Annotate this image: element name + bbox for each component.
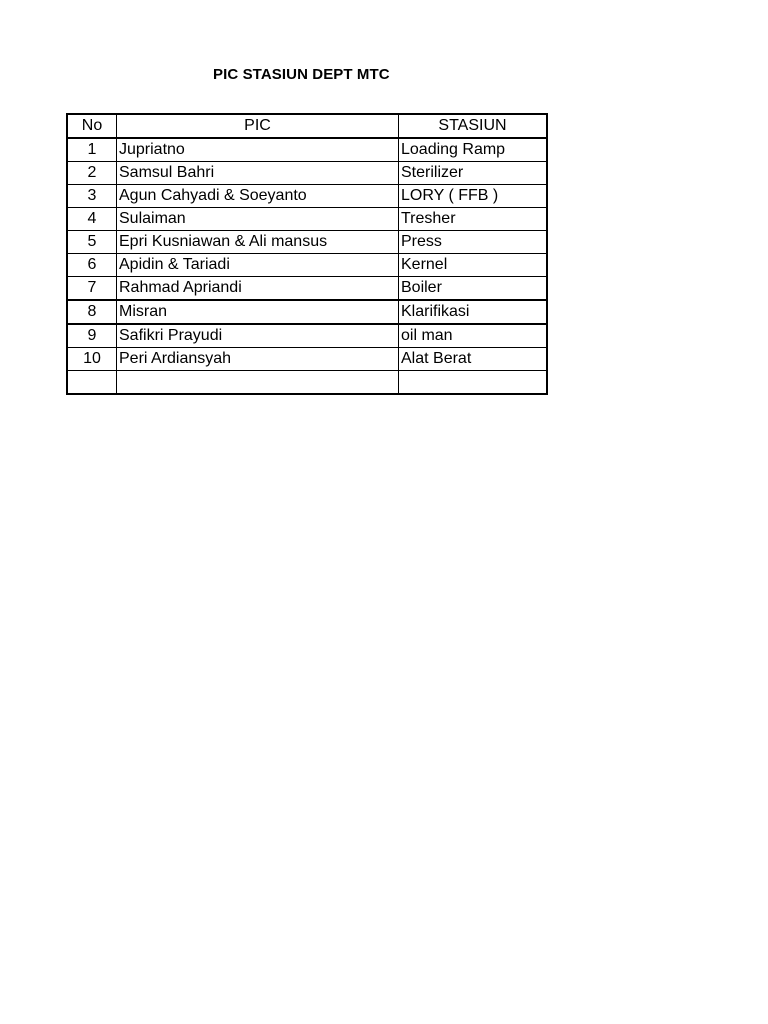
table-header-row xyxy=(67,114,547,138)
table-row xyxy=(67,300,547,324)
cell-pic: Epri Kusniawan & Ali mansus xyxy=(117,231,399,254)
cell-no: 4 xyxy=(67,208,117,231)
table-row xyxy=(67,277,547,301)
cell-stasiun xyxy=(399,371,548,395)
table-row xyxy=(67,138,547,162)
cell-pic: Jupriatno xyxy=(117,138,399,162)
cell-stasiun: Alat Berat xyxy=(399,348,548,371)
header-no: No xyxy=(67,114,117,138)
cell-no: 2 xyxy=(67,162,117,185)
table-row xyxy=(67,162,547,185)
page-title: PIC STASIUN DEPT MTC xyxy=(213,66,390,83)
cell-no: 7 xyxy=(67,277,117,301)
pic-station-table xyxy=(66,113,548,395)
cell-stasiun: Boiler xyxy=(399,277,548,301)
table-row xyxy=(67,254,547,277)
cell-no: 8 xyxy=(67,300,117,324)
table-row xyxy=(67,231,547,254)
cell-stasiun: Press xyxy=(399,231,548,254)
cell-pic: Misran xyxy=(117,300,399,324)
cell-stasiun: Loading Ramp xyxy=(399,138,548,162)
cell-stasiun: Sterilizer xyxy=(399,162,548,185)
cell-pic: Agun Cahyadi & Soeyanto xyxy=(117,185,399,208)
cell-no: 6 xyxy=(67,254,117,277)
cell-no: 5 xyxy=(67,231,117,254)
cell-no xyxy=(67,371,117,395)
header-pic: PIC xyxy=(117,114,399,138)
cell-pic xyxy=(117,371,399,395)
table-row xyxy=(67,324,547,348)
table-row-empty xyxy=(67,371,547,395)
header-stasiun: STASIUN xyxy=(399,114,548,138)
cell-pic: Samsul Bahri xyxy=(117,162,399,185)
table-row xyxy=(67,348,547,371)
cell-stasiun: LORY ( FFB ) xyxy=(399,185,548,208)
cell-pic: Safikri Prayudi xyxy=(117,324,399,348)
cell-no: 1 xyxy=(67,138,117,162)
cell-no: 3 xyxy=(67,185,117,208)
cell-pic: Rahmad Apriandi xyxy=(117,277,399,301)
cell-pic: Peri Ardiansyah xyxy=(117,348,399,371)
cell-pic: Apidin & Tariadi xyxy=(117,254,399,277)
cell-no: 9 xyxy=(67,324,117,348)
table-row xyxy=(67,208,547,231)
table-row xyxy=(67,185,547,208)
cell-no: 10 xyxy=(67,348,117,371)
cell-pic: Sulaiman xyxy=(117,208,399,231)
cell-stasiun: Klarifikasi xyxy=(399,300,548,324)
cell-stasiun: Tresher xyxy=(399,208,548,231)
cell-stasiun: Kernel xyxy=(399,254,548,277)
cell-stasiun: oil man xyxy=(399,324,548,348)
